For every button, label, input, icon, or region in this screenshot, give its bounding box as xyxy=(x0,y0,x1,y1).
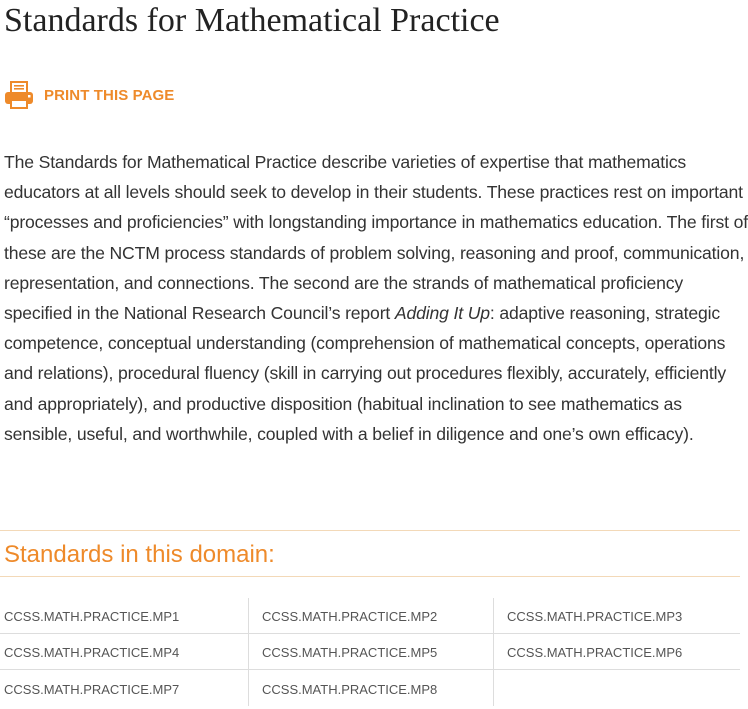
intro-paragraph xyxy=(4,147,748,449)
standard-link-mp5[interactable]: CCSS.MATH.PRACTICE.MP5 xyxy=(248,634,493,669)
print-page-label: PRINT THIS PAGE xyxy=(44,86,175,104)
empty-cell xyxy=(493,670,740,706)
domain-heading: Standards in this domain: xyxy=(4,541,275,568)
intro-text-end: : adaptive reasoning, strategic competence, conceptual understanding (comprehension of mathematical concepts, operations and relations), procedural fluency (skill in carrying out procedures flexibly, accurately, efficiently and appropriately), and productive disposition (habitual inclination to see mathematics as sensible, useful, and worthwhile, coupled with a belief in diligence and one’s own efficacy). xyxy=(4,303,727,444)
printer-icon xyxy=(4,80,34,110)
standard-link-mp6[interactable]: CCSS.MATH.PRACTICE.MP6 xyxy=(493,634,740,669)
standards-row xyxy=(0,670,740,706)
standard-link-mp7[interactable]: CCSS.MATH.PRACTICE.MP7 xyxy=(4,681,180,697)
standard-link-mp8[interactable]: CCSS.MATH.PRACTICE.MP8 xyxy=(248,670,493,706)
intro-text-start: The Standards for Mathematical Practice describe varieties of expertise that mathematics educators at all levels should seek to develop in their students. These practices rest on important “processes and proficiencies” with longstanding importance in mathematics education. The first of these are the NCTM process standards of problem solving, reasoning and proof, communication, representation, and connections. The second are the strands of mathematical proficiency specified in the National Research Council’s report xyxy=(4,152,748,324)
standards-row xyxy=(0,634,740,670)
standard-link-mp1[interactable]: CCSS.MATH.PRACTICE.MP1 xyxy=(4,609,180,624)
print-page-link[interactable] xyxy=(4,80,174,110)
divider-bottom xyxy=(0,576,740,577)
standard-link-mp3[interactable]: CCSS.MATH.PRACTICE.MP3 xyxy=(493,598,740,633)
report-title: Adding It Up xyxy=(394,303,490,324)
standards-grid xyxy=(0,598,740,706)
page-title: Standards for Mathematical Practice xyxy=(4,2,500,39)
standards-row xyxy=(0,598,740,634)
standard-link-mp2[interactable]: CCSS.MATH.PRACTICE.MP2 xyxy=(248,598,493,633)
standard-link-mp4[interactable]: CCSS.MATH.PRACTICE.MP4 xyxy=(4,645,180,660)
divider-top xyxy=(0,530,740,531)
